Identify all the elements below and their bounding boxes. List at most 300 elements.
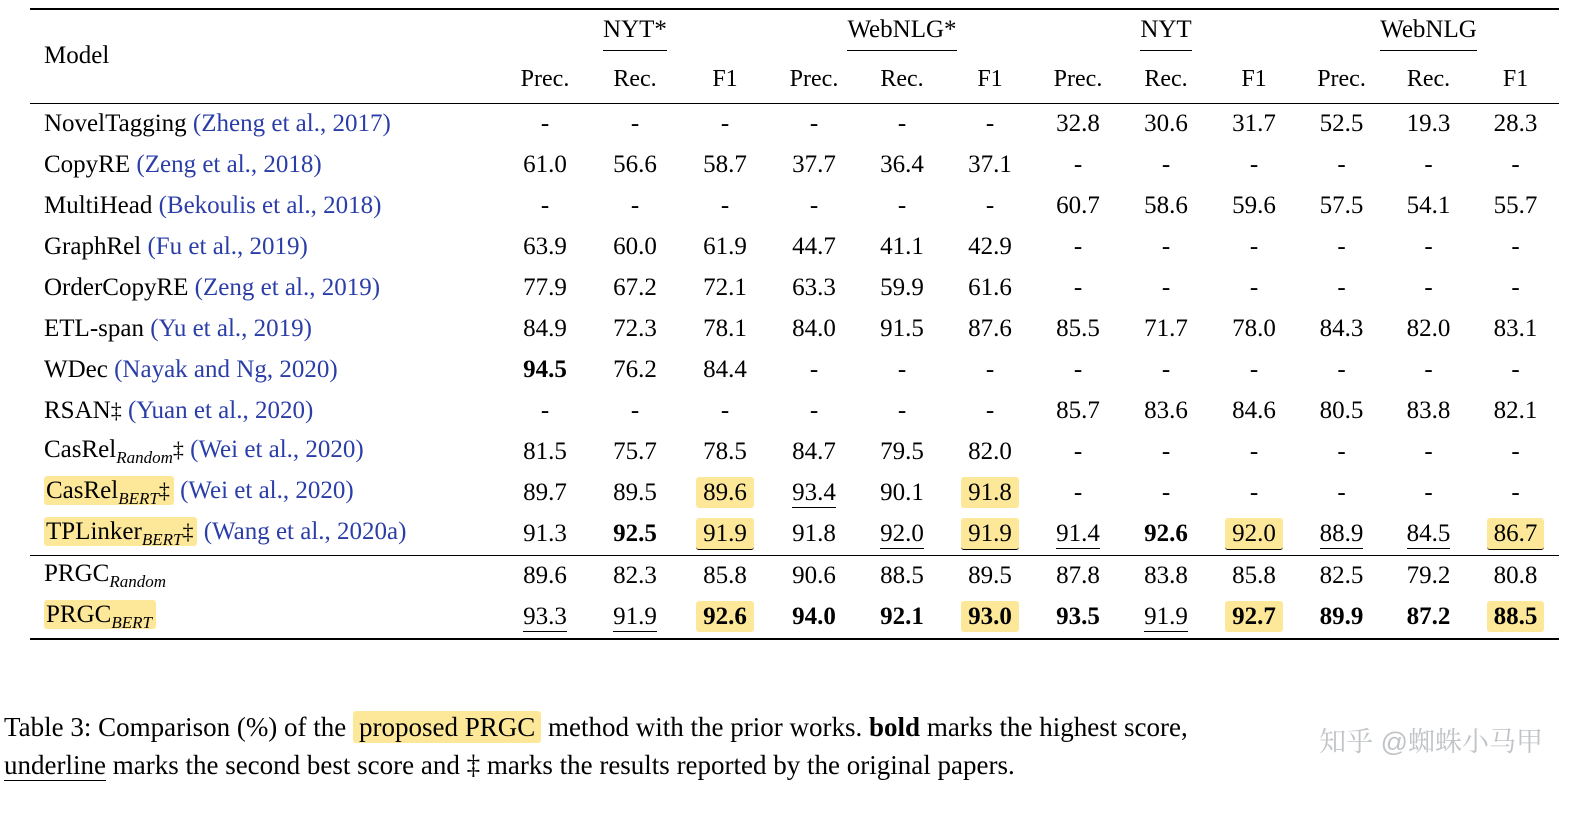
metric-cell: [858, 597, 946, 639]
caption-highlight: proposed PRGC: [353, 711, 541, 743]
metric-value: 72.1: [703, 274, 747, 301]
metric-cell: [590, 186, 680, 227]
metric-value: 84.3: [1319, 315, 1364, 342]
metric-value: 83.8: [1144, 562, 1188, 589]
metric-value: -: [1249, 151, 1259, 178]
metric-cell: [946, 145, 1034, 186]
metric-cell: [1210, 555, 1298, 597]
metric-cell: [590, 473, 680, 514]
metric-value: 88.9: [1319, 520, 1364, 547]
metric-value: 88.5: [1487, 601, 1545, 632]
metric-cell: [858, 350, 946, 391]
subheader-prec: Prec.: [789, 66, 839, 93]
metric-value: -: [1337, 233, 1346, 260]
metric-value: -: [1424, 274, 1433, 301]
table-row: [30, 597, 1559, 639]
metric-value: -: [985, 397, 995, 424]
model-name: GraphRel: [44, 233, 142, 260]
metric-cell: [1210, 473, 1298, 514]
metric-cell: [680, 350, 770, 391]
metric-cell: [1472, 555, 1559, 597]
rule-cell: [1122, 639, 1210, 640]
model-name-cell: [30, 391, 500, 432]
metric-cell: [1385, 514, 1472, 556]
caption-bold-word: bold: [869, 712, 921, 742]
metric-value: -: [897, 397, 907, 424]
metric-cell: [1298, 597, 1385, 639]
rule-cell: [590, 639, 680, 640]
metric-cell: [1385, 103, 1472, 145]
model-name: CasRel$_{Random}$‡: [44, 436, 184, 467]
rule-cell: [1472, 639, 1559, 640]
metric-cell: [500, 555, 590, 597]
citation-link[interactable]: (Yu et al., 2019): [150, 315, 312, 342]
metric-cell: [858, 555, 946, 597]
metric-cell: [858, 145, 946, 186]
metric-cell: [1210, 514, 1298, 556]
metric-value: -: [1424, 356, 1433, 383]
table-row: [30, 227, 1559, 268]
metric-value: 91.9: [613, 603, 657, 630]
metric-cell: [590, 309, 680, 350]
model-name: WDec: [44, 356, 108, 383]
metric-value: -: [1073, 274, 1083, 301]
metric-value: 59.6: [1232, 192, 1276, 219]
metric-cell: [1122, 145, 1210, 186]
metric-cell: [680, 514, 770, 556]
model-name: CopyRE: [44, 151, 131, 178]
metric-value: 61.0: [523, 151, 567, 178]
metric-cell: [946, 597, 1034, 639]
metric-value: -: [1161, 479, 1171, 506]
metric-cell: [1210, 391, 1298, 432]
metric-cell: [1034, 597, 1122, 639]
metric-cell: [590, 145, 680, 186]
metric-value: 78.5: [703, 438, 747, 465]
metric-value: 92.6: [1144, 520, 1188, 547]
metric-cell: [1034, 432, 1122, 473]
metric-cell: [1122, 350, 1210, 391]
subheader-f1: F1: [1241, 66, 1267, 93]
metric-value: -: [1511, 356, 1520, 383]
group-label: NYT*: [603, 16, 667, 51]
model-name-cell: [30, 555, 500, 597]
metric-value: -: [809, 356, 819, 383]
subheader-rec: Rec.: [613, 66, 657, 93]
rule-cell: [30, 639, 500, 640]
rule-cell: [858, 639, 946, 640]
metric-value: 59.9: [880, 274, 924, 301]
metric-value: 92.5: [613, 520, 657, 547]
metric-value: -: [897, 356, 907, 383]
watermark: 知乎 @蜘蛛小马甲: [1319, 727, 1543, 757]
metric-value: -: [1511, 151, 1520, 178]
metric-cell: [590, 555, 680, 597]
metric-value: 75.7: [613, 438, 657, 465]
metric-value: -: [985, 110, 995, 137]
metric-value: -: [630, 110, 640, 137]
metric-cell: [858, 103, 946, 145]
metric-value: -: [630, 192, 640, 219]
metric-value: 36.4: [880, 151, 924, 178]
metric-value: 80.8: [1493, 562, 1538, 589]
citation-link[interactable]: (Wei et al., 2020): [190, 436, 364, 463]
metric-cell: [1034, 391, 1122, 432]
metric-value: -: [540, 397, 550, 424]
citation-link[interactable]: (Bekoulis et al., 2018): [158, 192, 382, 219]
model-name-cell: [30, 268, 500, 309]
metric-value: 85.7: [1056, 397, 1100, 424]
header-model: Model: [30, 9, 500, 103]
metric-cell: [1385, 391, 1472, 432]
metric-cell: [1385, 145, 1472, 186]
metric-value: -: [720, 397, 730, 424]
metric-cell: [1034, 268, 1122, 309]
citation-link[interactable]: (Wei et al., 2020): [180, 477, 354, 504]
metric-cell: [1385, 555, 1472, 597]
metric-value: 82.0: [968, 438, 1012, 465]
metric-value: 91.9: [961, 518, 1019, 550]
caption-part3: marks the highest score,: [920, 712, 1188, 742]
metric-value: -: [1424, 151, 1433, 178]
citation-link[interactable]: (Yuan et al., 2020): [127, 397, 314, 424]
metric-cell: [1210, 597, 1298, 639]
metric-value: -: [1161, 438, 1171, 465]
metric-cell: [1298, 186, 1385, 227]
metric-value: -: [1249, 274, 1259, 301]
citation-link[interactable]: (Zeng et al., 2018): [136, 151, 322, 178]
metric-cell: [1472, 432, 1559, 473]
metric-cell: [500, 473, 590, 514]
citation-link[interactable]: (Zheng et al., 2017): [192, 110, 391, 137]
metric-cell: [500, 309, 590, 350]
metric-cell: [1034, 145, 1122, 186]
metric-cell: [590, 514, 680, 556]
metric-cell: [680, 432, 770, 473]
metric-cell: [1298, 555, 1385, 597]
metric-value: 77.9: [523, 274, 567, 301]
metric-value: 84.0: [792, 315, 836, 342]
metric-value: 84.7: [792, 438, 836, 465]
metric-cell: [1034, 103, 1122, 145]
metric-value: -: [1161, 274, 1171, 301]
metric-cell: [500, 186, 590, 227]
rule-cell: [1210, 639, 1298, 640]
group-label: WebNLG: [1380, 16, 1477, 51]
metric-cell: [770, 186, 858, 227]
metric-value: -: [1249, 356, 1259, 383]
table-row: [30, 473, 1559, 514]
metric-cell: [590, 350, 680, 391]
rule-cell: [500, 639, 590, 640]
metric-value: 58.7: [703, 151, 747, 178]
metric-cell: [770, 268, 858, 309]
metric-value: -: [1511, 438, 1520, 465]
citation-link[interactable]: (Wang et al., 2020a): [203, 518, 407, 545]
metric-cell: [1210, 268, 1298, 309]
metric-cell: [500, 432, 590, 473]
model-name: CasRel$_{BERT}$‡: [44, 476, 174, 505]
metric-value: 56.6: [613, 151, 657, 178]
metric-cell: [1122, 268, 1210, 309]
metric-cell: [1472, 514, 1559, 556]
subheader-prec: Prec.: [1317, 66, 1366, 93]
metric-cell: [1034, 186, 1122, 227]
metric-cell: [590, 268, 680, 309]
metric-cell: [1122, 391, 1210, 432]
model-name-cell: [30, 350, 500, 391]
metric-cell: [1472, 268, 1559, 309]
metric-cell: [770, 145, 858, 186]
metric-value: 92.6: [696, 601, 754, 632]
table-row: [30, 350, 1559, 391]
results-table: [30, 8, 1559, 640]
subheader-rec: Rec.: [880, 66, 924, 93]
subheader-rec: Rec.: [1144, 66, 1188, 93]
metric-value: 88.5: [880, 562, 924, 589]
metric-value: -: [1073, 479, 1083, 506]
metric-cell: [500, 268, 590, 309]
metric-value: 89.9: [1319, 603, 1364, 630]
metric-value: -: [985, 192, 995, 219]
metric-cell: [1122, 103, 1210, 145]
metric-value: 57.5: [1319, 192, 1364, 219]
metric-cell: [590, 391, 680, 432]
metric-cell: [1210, 186, 1298, 227]
metric-value: -: [1511, 233, 1520, 260]
subheader-prec: Prec.: [520, 66, 570, 93]
metric-value: -: [809, 397, 819, 424]
metric-value: 79.5: [880, 438, 924, 465]
metric-value: -: [720, 192, 730, 219]
metric-value: -: [1511, 479, 1520, 506]
metric-cell: [680, 227, 770, 268]
model-name: OrderCopyRE: [44, 274, 189, 301]
metric-value: 54.1: [1406, 192, 1451, 219]
metric-cell: [1298, 473, 1385, 514]
metric-value: 85.8: [1232, 562, 1276, 589]
metric-cell: [1472, 391, 1559, 432]
metric-cell: [946, 555, 1034, 597]
metric-value: 72.3: [613, 315, 657, 342]
table-row: [30, 309, 1559, 350]
metric-cell: [858, 391, 946, 432]
group-label: NYT: [1140, 16, 1191, 51]
metric-cell: [1210, 227, 1298, 268]
metric-value: -: [1424, 233, 1433, 260]
metric-cell: [1210, 350, 1298, 391]
model-name-cell: [30, 186, 500, 227]
metric-cell: [590, 597, 680, 639]
metric-value: -: [1337, 274, 1346, 301]
citation-link[interactable]: (Zeng et al., 2019): [194, 274, 381, 301]
metric-value: 37.1: [968, 151, 1012, 178]
metric-value: -: [1337, 151, 1346, 178]
metric-value: 82.1: [1493, 397, 1538, 424]
model-name: ETL-span: [44, 315, 144, 342]
metric-cell: [1034, 514, 1122, 556]
metric-cell: [858, 309, 946, 350]
dagger-marker: ‡: [110, 398, 122, 423]
metric-cell: [770, 227, 858, 268]
model-name-cell: [30, 227, 500, 268]
table-row: [30, 555, 1559, 597]
metric-value: 91.5: [880, 315, 924, 342]
metric-value: 84.5: [1406, 520, 1451, 547]
metric-value: 84.9: [523, 315, 567, 342]
metric-cell: [1210, 432, 1298, 473]
metric-cell: [770, 391, 858, 432]
metric-cell: [1472, 186, 1559, 227]
metric-value: 41.1: [880, 233, 924, 260]
metric-cell: [858, 432, 946, 473]
table-row: [30, 432, 1559, 473]
metric-value: -: [1424, 438, 1433, 465]
metric-value: 55.7: [1493, 192, 1538, 219]
metric-cell: [946, 350, 1034, 391]
dagger-marker: ‡: [172, 437, 184, 462]
metric-value: 60.0: [613, 233, 657, 260]
metric-value: 94.0: [792, 603, 836, 630]
metric-cell: [590, 432, 680, 473]
metric-cell: [770, 597, 858, 639]
metric-cell: [680, 473, 770, 514]
citation-link[interactable]: (Nayak and Ng, 2020): [114, 356, 338, 383]
model-name-subscript: Random: [116, 448, 173, 467]
subheader-rec: Rec.: [1406, 66, 1451, 93]
metric-cell: [946, 103, 1034, 145]
rule-cell: [680, 639, 770, 640]
metric-value: -: [540, 192, 550, 219]
metric-cell: [946, 473, 1034, 514]
metric-value: 83.6: [1144, 397, 1188, 424]
metric-value: 91.9: [696, 518, 754, 550]
metric-cell: [1122, 309, 1210, 350]
citation-link[interactable]: (Fu et al., 2019): [147, 233, 308, 260]
metric-cell: [770, 309, 858, 350]
metric-value: 91.4: [1056, 520, 1100, 547]
model-name: TPLinker$_{BERT}$‡: [44, 517, 197, 546]
dagger-marker: ‡: [158, 478, 170, 503]
metric-value: -: [897, 192, 907, 219]
metric-value: -: [1511, 274, 1520, 301]
metric-cell: [1034, 227, 1122, 268]
metric-cell: [770, 514, 858, 556]
metric-cell: [1210, 309, 1298, 350]
metric-cell: [680, 186, 770, 227]
model-name-subscript: BERT: [141, 530, 183, 549]
metric-value: -: [1073, 356, 1083, 383]
subheader-prec: Prec.: [1053, 66, 1103, 93]
metric-value: -: [1073, 233, 1083, 260]
metric-value: 63.3: [792, 274, 836, 301]
metric-cell: [1298, 432, 1385, 473]
metric-cell: [680, 391, 770, 432]
metric-value: 19.3: [1406, 110, 1451, 137]
metric-value: 89.6: [696, 477, 754, 508]
metric-cell: [1298, 309, 1385, 350]
metric-cell: [1385, 227, 1472, 268]
metric-cell: [946, 391, 1034, 432]
metric-value: 42.9: [968, 233, 1012, 260]
metric-value: 93.3: [523, 603, 567, 630]
rule-cell: [1034, 639, 1122, 640]
subheader-f1: F1: [977, 66, 1003, 93]
metric-cell: [946, 186, 1034, 227]
metric-cell: [770, 350, 858, 391]
subheader-f1: F1: [1502, 66, 1529, 93]
metric-value: 92.1: [880, 603, 924, 630]
metric-value: 78.0: [1232, 315, 1276, 342]
metric-value: 85.5: [1056, 315, 1100, 342]
metric-cell: [1298, 514, 1385, 556]
metric-value: -: [1073, 438, 1083, 465]
metric-value: 37.7: [792, 151, 836, 178]
metric-value: 44.7: [792, 233, 836, 260]
metric-cell: [858, 268, 946, 309]
metric-cell: [1472, 103, 1559, 145]
metric-cell: [1385, 268, 1472, 309]
metric-cell: [1034, 473, 1122, 514]
metric-value: 81.5: [523, 438, 567, 465]
group-header-webnlg-star: [770, 9, 1034, 57]
metric-value: 86.7: [1487, 518, 1545, 550]
metric-cell: [1385, 309, 1472, 350]
metric-value: -: [1337, 356, 1346, 383]
metric-value: 93.0: [961, 601, 1019, 632]
dagger-marker: ‡: [182, 519, 194, 544]
metric-cell: [1034, 309, 1122, 350]
model-name-cell: [30, 514, 500, 556]
model-name: NovelTagging: [44, 110, 187, 137]
metric-cell: [680, 309, 770, 350]
metric-value: 92.0: [880, 520, 924, 547]
metric-cell: [1298, 268, 1385, 309]
metric-value: -: [1161, 233, 1171, 260]
metric-value: 52.5: [1319, 110, 1364, 137]
metric-cell: [680, 268, 770, 309]
metric-cell: [946, 227, 1034, 268]
metric-cell: [1122, 473, 1210, 514]
group-header-webnlg: [1298, 9, 1559, 57]
metric-value: 90.1: [880, 479, 924, 506]
model-name-subscript: BERT: [111, 613, 152, 632]
metric-cell: [500, 145, 590, 186]
metric-cell: [1034, 350, 1122, 391]
metric-value: 91.8: [961, 477, 1019, 508]
table-row: [30, 103, 1559, 145]
metric-cell: [680, 145, 770, 186]
metric-value: 89.5: [613, 479, 657, 506]
rule-cell: [1385, 639, 1472, 640]
model-name: MultiHead: [44, 192, 153, 219]
model-name: $PRGC_{BERT}$: [44, 600, 156, 629]
model-name-subscript: BERT: [118, 489, 159, 508]
metric-value: 91.3: [523, 520, 567, 547]
metric-value: 83.1: [1493, 315, 1538, 342]
metric-value: 28.3: [1493, 110, 1538, 137]
subheader-f1: F1: [712, 66, 738, 93]
model-name-subscript: Random: [109, 572, 166, 591]
metric-value: 91.8: [792, 520, 836, 547]
metric-cell: [770, 432, 858, 473]
metric-value: 87.2: [1406, 603, 1451, 630]
metric-value: 84.6: [1232, 397, 1276, 424]
metric-value: -: [1161, 356, 1171, 383]
metric-value: -: [1249, 233, 1259, 260]
metric-value: 90.6: [792, 562, 836, 589]
table-figure-page: [0, 8, 1579, 824]
